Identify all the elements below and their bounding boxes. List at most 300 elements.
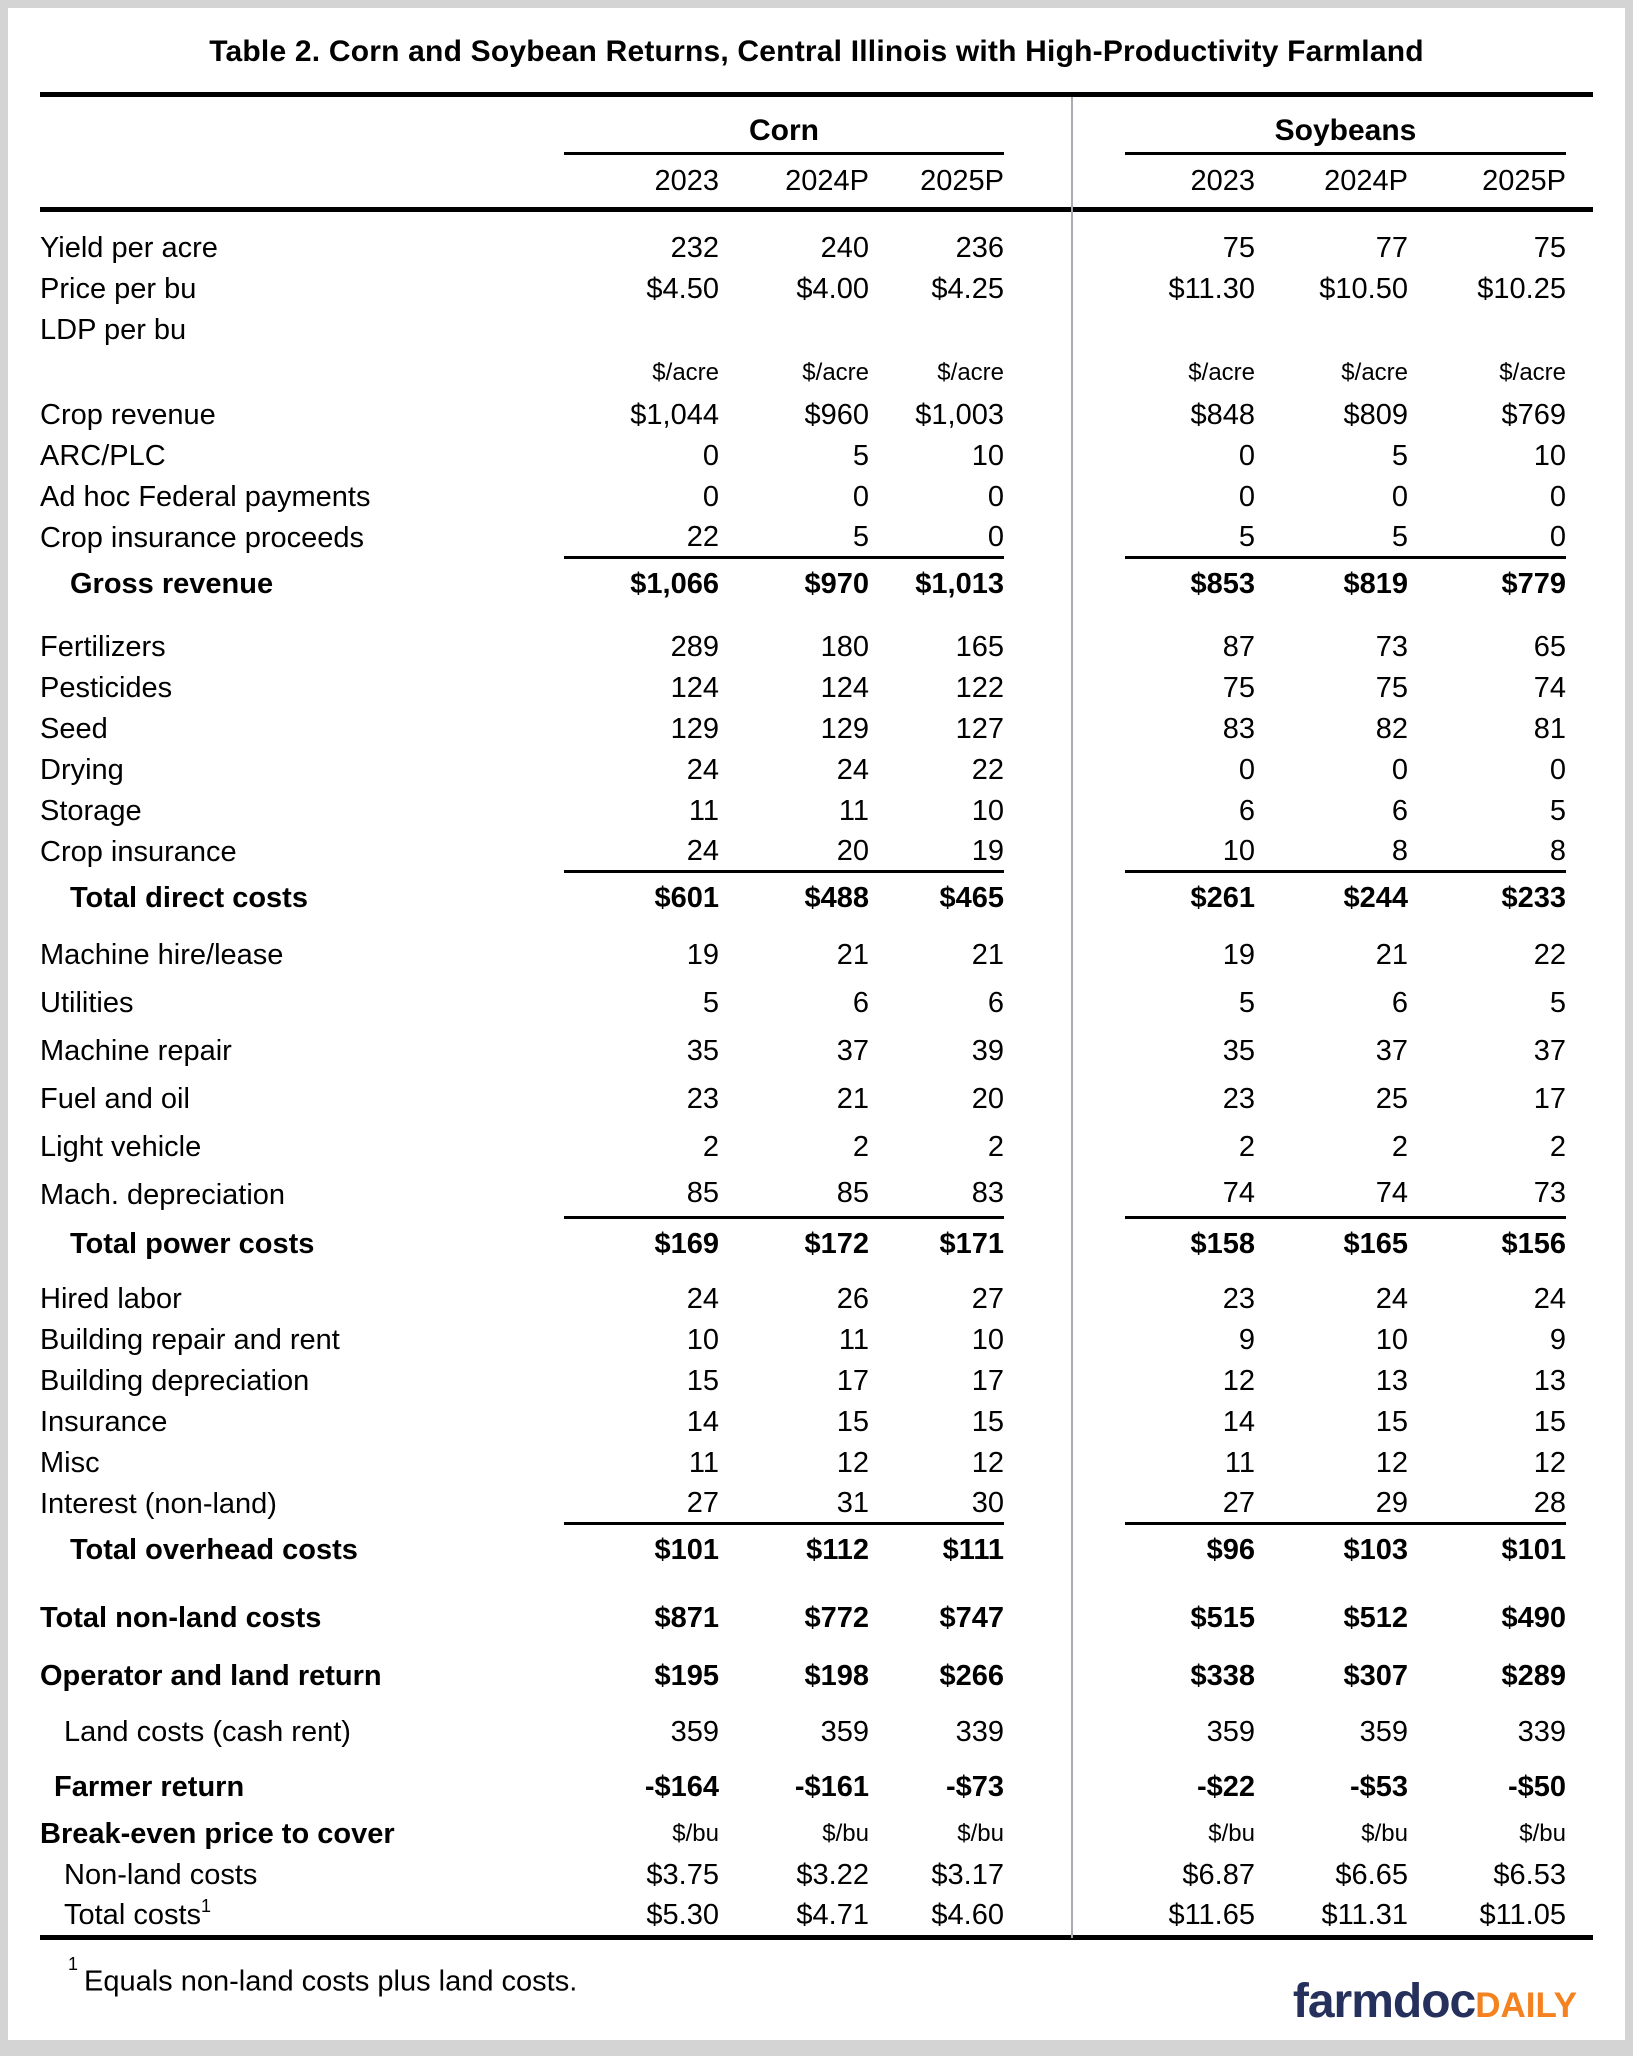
table-row xyxy=(8,791,1625,832)
column-spacer xyxy=(1071,269,1125,310)
cell-soy-0 xyxy=(1125,310,1255,351)
column-spacer xyxy=(1004,1171,1071,1219)
cell-soy-0: $11.65 xyxy=(1168,1898,1255,1931)
cell-soy-1: $6.65 xyxy=(1335,1858,1408,1891)
cell-soy-2: 81 xyxy=(1533,713,1566,745)
cell-corn-1: $198 xyxy=(804,1659,869,1692)
row-label: Operator and land return xyxy=(40,1659,382,1692)
logo-farmdoc-text: farmdoc xyxy=(1292,1975,1476,2028)
corn-year-2024p: 2024P xyxy=(785,164,869,197)
table-row xyxy=(8,228,1625,269)
column-spacer xyxy=(1071,1219,1125,1269)
cell-corn-2: $1,013 xyxy=(915,567,1004,600)
cell-soy-2: 12 xyxy=(1533,1447,1566,1479)
cell-soy-1: 0 xyxy=(1391,481,1408,513)
column-spacer xyxy=(1071,1361,1125,1402)
cell-soy-1: 13 xyxy=(1375,1365,1408,1397)
row-label: Fertilizers xyxy=(40,631,166,663)
cell-soy-0: 12 xyxy=(1222,1365,1255,1397)
cell-corn-2: 10 xyxy=(971,440,1004,472)
column-spacer xyxy=(1004,627,1071,668)
column-spacer xyxy=(1004,1443,1071,1484)
cell-corn-1: 37 xyxy=(836,1034,869,1067)
cell-corn-2: $4.60 xyxy=(931,1898,1004,1931)
cell-soy-2: 22 xyxy=(1533,938,1566,971)
cell-corn-1: $112 xyxy=(806,1533,869,1566)
cell-soy-1: 6 xyxy=(1391,795,1408,827)
table-row xyxy=(8,436,1625,477)
row-label: Machine hire/lease xyxy=(40,938,284,971)
column-spacer xyxy=(1071,559,1125,609)
cell-corn-1: $960 xyxy=(804,399,869,431)
cell-soy-1: 74 xyxy=(1255,1171,1408,1219)
table-row xyxy=(8,1171,1625,1219)
column-spacer xyxy=(1071,1123,1125,1171)
cell-soy-0: 0 xyxy=(1238,754,1255,786)
table-row xyxy=(8,351,1625,395)
cell-corn-2: 339 xyxy=(955,1715,1004,1748)
cell-corn-0: 10 xyxy=(686,1324,719,1356)
table-body xyxy=(8,212,1625,1935)
cell-corn-1: 6 xyxy=(852,986,869,1019)
cell-corn-0: 35 xyxy=(686,1034,719,1067)
cell-corn-0: 24 xyxy=(686,754,719,786)
cell-soy-0: 87 xyxy=(1222,631,1255,663)
row-label: Building depreciation xyxy=(40,1365,310,1397)
table-row xyxy=(8,395,1625,436)
cell-corn-0: 22 xyxy=(564,518,719,559)
column-spacer xyxy=(1071,395,1125,436)
cell-corn-2 xyxy=(869,310,1004,351)
cell-corn-0: 27 xyxy=(564,1484,719,1525)
cell-corn-0: $1,066 xyxy=(630,567,719,600)
cell-soy-2: 65 xyxy=(1533,631,1566,663)
cell-corn-0: 19 xyxy=(686,938,719,971)
cell-soy-0: 19 xyxy=(1222,938,1255,971)
cell-corn-0: 0 xyxy=(702,440,719,472)
group-header-row xyxy=(8,97,1625,155)
cell-corn-0: 0 xyxy=(702,481,719,513)
column-spacer xyxy=(1004,709,1071,750)
table-row xyxy=(8,1443,1625,1484)
cell-corn-2: 127 xyxy=(955,713,1004,745)
column-spacer xyxy=(1004,979,1071,1027)
column-spacer xyxy=(1071,832,1125,873)
cell-soy-1: $244 xyxy=(1343,881,1408,914)
cell-soy-1: -$53 xyxy=(1349,1770,1408,1803)
cell-corn-2: $747 xyxy=(939,1601,1004,1634)
cell-soy-1: 75 xyxy=(1375,672,1408,704)
row-label: Crop revenue xyxy=(40,399,216,431)
cell-corn-1 xyxy=(719,310,869,351)
table-row xyxy=(8,873,1625,923)
cell-soy-0: -$22 xyxy=(1196,1770,1255,1803)
table-row xyxy=(8,979,1625,1027)
logo-daily-text: DAILY xyxy=(1475,1986,1577,2025)
table-row xyxy=(8,1703,1625,1761)
cell-soy-0: 83 xyxy=(1222,713,1255,745)
cell-soy-0: 6 xyxy=(1238,795,1255,827)
column-spacer xyxy=(1004,228,1071,269)
cell-soy-1: $165 xyxy=(1343,1227,1408,1260)
row-label: Yield per acre xyxy=(40,232,218,264)
cell-corn-1: 0 xyxy=(852,481,869,513)
table-row xyxy=(8,477,1625,518)
cell-soy-0: 10 xyxy=(1125,832,1255,873)
cell-soy-0: 0 xyxy=(1238,440,1255,472)
row-label xyxy=(40,351,564,395)
cell-corn-1: 31 xyxy=(719,1484,869,1525)
cell-corn-2: $/bu xyxy=(957,1820,1004,1847)
cell-corn-1: 85 xyxy=(719,1171,869,1219)
column-spacer xyxy=(1071,228,1125,269)
column-spacer xyxy=(1004,1525,1071,1575)
cell-corn-0: $195 xyxy=(654,1659,719,1692)
column-spacer xyxy=(1071,668,1125,709)
cell-soy-0: $515 xyxy=(1190,1601,1255,1634)
cell-corn-2: 0 xyxy=(987,481,1004,513)
cell-soy-0: $158 xyxy=(1190,1227,1255,1260)
cell-soy-0: $6.87 xyxy=(1182,1858,1255,1891)
cell-soy-0: $11.30 xyxy=(1168,273,1255,305)
cell-corn-0: 11 xyxy=(688,795,719,827)
cell-soy-0: $853 xyxy=(1190,567,1255,600)
soy-year-2025p: 2025P xyxy=(1482,164,1566,197)
cell-corn-0: $101 xyxy=(654,1533,719,1566)
column-spacer xyxy=(1004,750,1071,791)
cell-corn-2: 10 xyxy=(971,795,1004,827)
cell-soy-0: 74 xyxy=(1125,1171,1255,1219)
column-spacer xyxy=(1071,791,1125,832)
table-row xyxy=(8,1649,1625,1703)
cell-corn-1: 20 xyxy=(719,832,869,873)
cell-soy-2: 28 xyxy=(1408,1484,1566,1525)
cell-soy-0: 9 xyxy=(1238,1324,1255,1356)
cell-soy-2: 73 xyxy=(1408,1171,1566,1219)
cell-soy-2: $233 xyxy=(1501,881,1566,914)
cell-corn-2: 22 xyxy=(971,754,1004,786)
row-label: Total costs $^1$ xyxy=(64,1896,212,1931)
cell-soy-1 xyxy=(1255,310,1408,351)
cell-corn-2: -$73 xyxy=(945,1770,1004,1803)
cell-soy-1: 2 xyxy=(1391,1130,1408,1163)
column-spacer xyxy=(1004,1761,1071,1813)
column-spacer xyxy=(1071,979,1125,1027)
table-row xyxy=(8,1761,1625,1813)
cell-corn-2: $1,003 xyxy=(915,399,1004,431)
cell-soy-1: $/acre xyxy=(1341,359,1408,386)
column-spacer xyxy=(1004,1361,1071,1402)
row-label: Hired labor xyxy=(40,1283,182,1315)
column-spacer xyxy=(1071,1402,1125,1443)
column-spacer xyxy=(1004,1703,1071,1761)
rule-bottom xyxy=(40,1935,1593,1940)
table-row xyxy=(8,627,1625,668)
cell-soy-1: $307 xyxy=(1343,1659,1408,1692)
cell-soy-1: 25 xyxy=(1375,1082,1408,1115)
corn-year-2025p: 2025P xyxy=(920,164,1004,197)
cell-soy-1: 15 xyxy=(1375,1406,1408,1438)
cell-corn-2: 17 xyxy=(971,1365,1004,1397)
cell-soy-0: $96 xyxy=(1206,1533,1255,1566)
column-spacer xyxy=(1071,518,1125,559)
row-label: Non-land costs xyxy=(64,1858,258,1891)
cell-corn-0: $/bu xyxy=(672,1820,719,1847)
cell-soy-1: 77 xyxy=(1375,232,1408,264)
table-row xyxy=(8,709,1625,750)
table-row xyxy=(8,559,1625,609)
cell-corn-2: 27 xyxy=(971,1283,1004,1315)
row-label: Mach. depreciation xyxy=(40,1178,286,1211)
cell-corn-1: -$161 xyxy=(794,1770,869,1803)
column-spacer xyxy=(1071,1171,1125,1219)
cell-corn-1: 5 xyxy=(852,440,869,472)
column-spacer xyxy=(1004,791,1071,832)
cell-corn-0: 232 xyxy=(670,232,719,264)
cell-corn-0: 129 xyxy=(670,713,719,745)
cell-corn-2: 15 xyxy=(971,1406,1004,1438)
column-spacer xyxy=(1004,1813,1071,1855)
cell-corn-1: 12 xyxy=(836,1447,869,1479)
cell-corn-1: $488 xyxy=(804,881,869,914)
table-row xyxy=(8,1855,1625,1895)
cell-soy-1: $11.31 xyxy=(1321,1898,1408,1931)
column-spacer xyxy=(1071,750,1125,791)
cell-corn-0: 14 xyxy=(686,1406,719,1438)
cell-soy-1: 24 xyxy=(1375,1283,1408,1315)
cell-soy-1: 359 xyxy=(1359,1715,1408,1748)
cell-soy-2: $101 xyxy=(1501,1533,1566,1566)
cell-corn-2: 12 xyxy=(971,1447,1004,1479)
cell-soy-0: 359 xyxy=(1206,1715,1255,1748)
table-title: Table 2. Corn and Soybean Returns, Central Illinois with High-Productivity Farmland xyxy=(209,35,1424,68)
row-label: LDP per bu xyxy=(40,314,187,346)
column-spacer xyxy=(1071,1855,1125,1895)
cell-corn-1: $3.22 xyxy=(796,1858,869,1891)
row-label: Total overhead costs xyxy=(70,1533,358,1566)
cell-soy-2: 75 xyxy=(1533,232,1566,264)
footnote xyxy=(68,1956,577,1999)
cell-corn-1: 15 xyxy=(836,1406,869,1438)
cell-soy-2: 0 xyxy=(1549,481,1566,513)
cell-soy-0: $/acre xyxy=(1188,359,1255,386)
cell-soy-2: 13 xyxy=(1533,1365,1566,1397)
cell-soy-2: $6.53 xyxy=(1493,1858,1566,1891)
cell-corn-0: 85 xyxy=(564,1171,719,1219)
cell-corn-2: $/acre xyxy=(937,359,1004,386)
cell-soy-2: $/acre xyxy=(1499,359,1566,386)
cell-soy-2: 8 xyxy=(1408,832,1566,873)
row-label: Interest (non-land) xyxy=(40,1488,277,1520)
row-label: Pesticides xyxy=(40,672,173,704)
cell-corn-2: 20 xyxy=(971,1082,1004,1115)
cell-soy-2: $769 xyxy=(1501,399,1566,431)
cell-soy-2: 9 xyxy=(1549,1324,1566,1356)
row-label: Crop insurance xyxy=(40,836,237,868)
soy-year-2023: 2023 xyxy=(1190,164,1255,197)
table-row xyxy=(8,1279,1625,1320)
cell-corn-2: 6 xyxy=(987,986,1004,1019)
cell-soy-2: $10.25 xyxy=(1477,273,1566,305)
column-spacer xyxy=(1004,395,1071,436)
column-spacer xyxy=(1071,1027,1125,1075)
table-row xyxy=(8,1813,1625,1855)
cell-corn-1: 26 xyxy=(836,1283,869,1315)
cell-corn-1: 180 xyxy=(820,631,869,663)
column-spacer xyxy=(1071,1591,1125,1645)
column-spacer xyxy=(1004,269,1071,310)
row-label: Crop insurance proceeds xyxy=(40,522,365,554)
row-label: Land costs (cash rent) xyxy=(64,1715,351,1748)
cell-soy-2: 2 xyxy=(1549,1130,1566,1163)
cell-corn-1: 21 xyxy=(836,1082,869,1115)
cell-soy-2: 0 xyxy=(1408,518,1566,559)
column-spacer xyxy=(1071,436,1125,477)
column-spacer xyxy=(1071,1649,1125,1703)
column-spacer xyxy=(1071,931,1125,979)
column-spacer xyxy=(1071,310,1125,351)
cell-corn-1: $/bu xyxy=(822,1820,869,1847)
row-label: Building repair and rent xyxy=(40,1324,340,1356)
column-spacer xyxy=(1004,931,1071,979)
cell-soy-1: 12 xyxy=(1375,1447,1408,1479)
cell-corn-2: 236 xyxy=(955,232,1004,264)
column-spacer xyxy=(1004,1075,1071,1123)
cell-corn-0: 289 xyxy=(670,631,719,663)
cell-soy-0: 27 xyxy=(1125,1484,1255,1525)
column-spacer xyxy=(1071,1761,1125,1813)
corn-year-2023: 2023 xyxy=(654,164,719,197)
column-spacer xyxy=(1071,1895,1125,1935)
cell-soy-0: 11 xyxy=(1224,1447,1255,1479)
cell-soy-2: 339 xyxy=(1517,1715,1566,1748)
column-spacer xyxy=(1004,1219,1071,1269)
cell-soy-0: 2 xyxy=(1238,1130,1255,1163)
corn-soybeans-divider xyxy=(1071,97,1073,1938)
table-row xyxy=(8,931,1625,979)
cell-corn-0: 24 xyxy=(686,1283,719,1315)
cell-corn-0: 124 xyxy=(670,672,719,704)
column-spacer xyxy=(1004,1649,1071,1703)
cell-corn-1: $172 xyxy=(804,1227,869,1260)
column-spacer xyxy=(1004,1027,1071,1075)
row-label: Gross revenue xyxy=(70,567,274,600)
cell-corn-0: -$164 xyxy=(644,1770,719,1803)
cell-corn-1: $970 xyxy=(804,567,869,600)
table-row xyxy=(8,1525,1625,1575)
cell-soy-0: 5 xyxy=(1238,986,1255,1019)
column-spacer xyxy=(1004,832,1071,873)
cell-soy-2: $11.05 xyxy=(1479,1898,1566,1931)
cell-corn-2: 122 xyxy=(955,672,1004,704)
cell-soy-0: 14 xyxy=(1222,1406,1255,1438)
corn-group-header: Corn xyxy=(564,114,1004,155)
row-label: Utilities xyxy=(40,986,134,1019)
table-card xyxy=(8,8,1625,2040)
cell-corn-2: 39 xyxy=(971,1034,1004,1067)
cell-soy-0: $848 xyxy=(1190,399,1255,431)
row-label: Total power costs xyxy=(70,1227,315,1260)
table-row xyxy=(8,1027,1625,1075)
row-label: Break-even price to cover xyxy=(40,1817,395,1850)
column-spacer xyxy=(1071,477,1125,518)
cell-corn-0: $871 xyxy=(654,1601,719,1634)
column-spacer xyxy=(1004,1402,1071,1443)
column-spacer xyxy=(1071,1703,1125,1761)
cell-corn-0: 5 xyxy=(702,986,719,1019)
cell-corn-0: $4.50 xyxy=(646,273,719,305)
row-label: Ad hoc Federal payments xyxy=(40,481,371,513)
cell-corn-2: 165 xyxy=(955,631,1004,663)
table-row xyxy=(8,832,1625,873)
cell-soy-0: 5 xyxy=(1125,518,1255,559)
cell-soy-1: 29 xyxy=(1255,1484,1408,1525)
cell-corn-2: 30 xyxy=(869,1484,1004,1525)
cell-corn-1: $4.00 xyxy=(796,273,869,305)
cell-corn-2: $111 xyxy=(942,1533,1004,1566)
cell-soy-1: 21 xyxy=(1375,938,1408,971)
cell-corn-1: $772 xyxy=(804,1601,869,1634)
cell-soy-2: 37 xyxy=(1533,1034,1566,1067)
cell-corn-0: 24 xyxy=(564,832,719,873)
footnote-superscript: 1 xyxy=(68,1954,79,1974)
column-spacer xyxy=(1004,1591,1071,1645)
cell-corn-2: $465 xyxy=(939,881,1004,914)
column-spacer xyxy=(1004,436,1071,477)
cell-soy-1: 73 xyxy=(1375,631,1408,663)
cell-soy-1: 82 xyxy=(1375,713,1408,745)
column-spacer xyxy=(1004,1855,1071,1895)
cell-corn-2: $3.17 xyxy=(931,1858,1004,1891)
cell-soy-0: 75 xyxy=(1222,672,1255,704)
cell-soy-2: -$50 xyxy=(1507,1770,1566,1803)
cell-corn-1: 24 xyxy=(836,754,869,786)
column-spacer xyxy=(1071,1320,1125,1361)
table-row xyxy=(8,1219,1625,1269)
table-row xyxy=(8,310,1625,351)
cell-soy-2: 74 xyxy=(1533,672,1566,704)
cell-soy-1: 5 xyxy=(1255,518,1408,559)
column-spacer xyxy=(1004,477,1071,518)
column-spacer xyxy=(1004,351,1071,395)
column-spacer xyxy=(1071,873,1125,923)
cell-soy-2: $156 xyxy=(1501,1227,1566,1260)
cell-soy-1: 6 xyxy=(1391,986,1408,1019)
cell-soy-0: 75 xyxy=(1222,232,1255,264)
column-spacer xyxy=(1071,1525,1125,1575)
cell-corn-0: $3.75 xyxy=(646,1858,719,1891)
cell-corn-1: 17 xyxy=(836,1365,869,1397)
row-label: ARC/PLC xyxy=(40,440,166,472)
cell-soy-2: 10 xyxy=(1533,440,1566,472)
column-spacer xyxy=(1071,1075,1125,1123)
column-spacer xyxy=(1004,1279,1071,1320)
cell-corn-0: $5.30 xyxy=(646,1898,719,1931)
row-label: Total non-land costs xyxy=(40,1601,322,1634)
cell-corn-2: 21 xyxy=(971,938,1004,971)
row-label: Seed xyxy=(40,713,108,745)
table-row xyxy=(8,518,1625,559)
column-spacer xyxy=(1004,559,1071,609)
row-label: Light vehicle xyxy=(40,1130,202,1163)
column-spacer xyxy=(1071,1484,1125,1525)
cell-soy-0: $338 xyxy=(1190,1659,1255,1692)
farmdoc-daily-logo xyxy=(1293,1974,1577,2029)
cell-corn-1: 124 xyxy=(820,672,869,704)
cell-corn-2: 83 xyxy=(869,1171,1004,1219)
row-label: Farmer return xyxy=(54,1770,245,1803)
cell-soy-2: 17 xyxy=(1533,1082,1566,1115)
